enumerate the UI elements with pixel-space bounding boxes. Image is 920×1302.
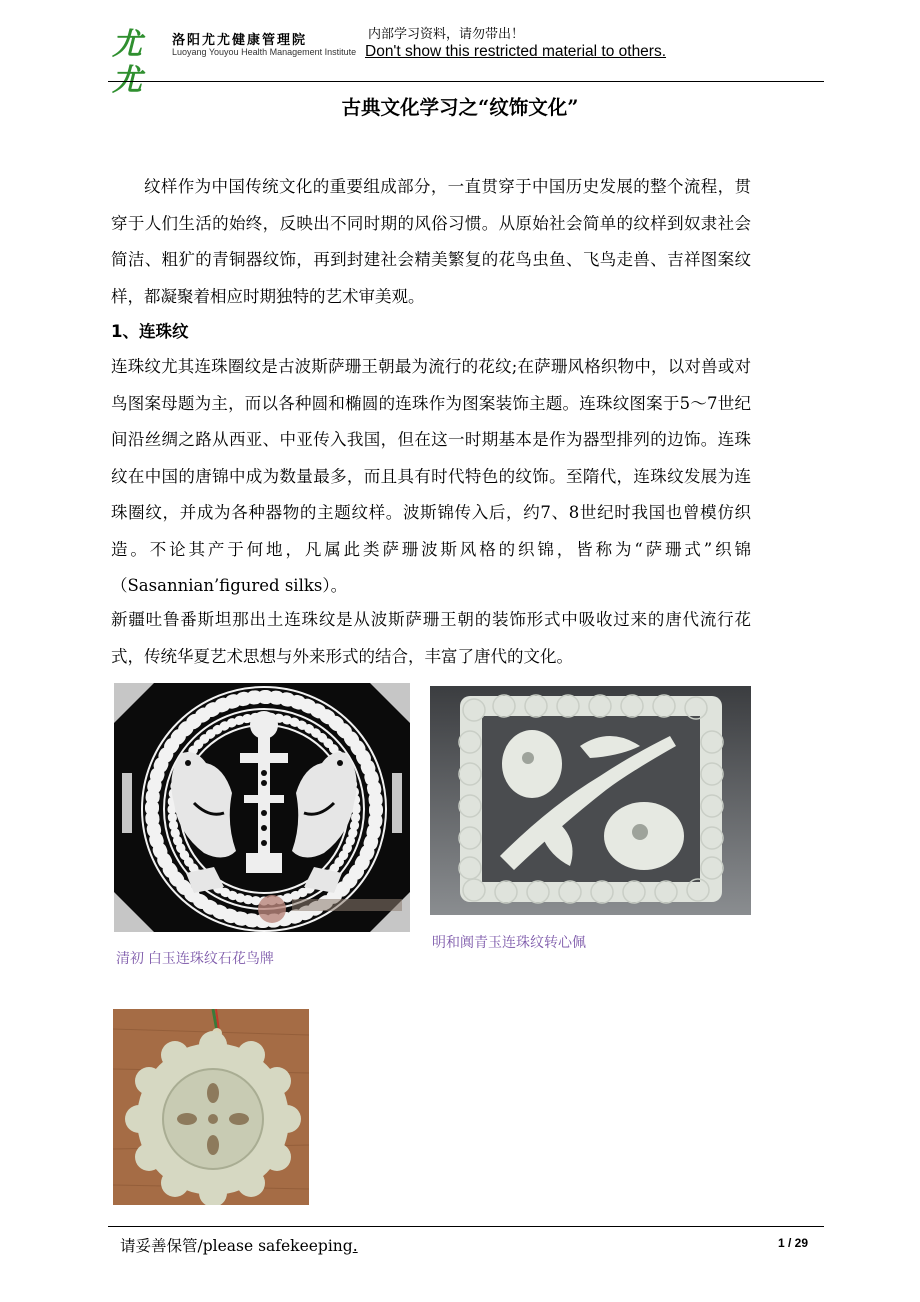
section-body-paragraph: 连珠纹尤其连珠圈纹是古波斯萨珊王朝最为流行的花纹;在萨珊风格织物中，以对兽或对鸟图案母题为主，而以各种圆和椭圆的连珠作为图案装饰主题。连珠纹图案于5～7世纪间沿丝绸之路从西亚、中亚传入我国，但在这一时期基本是作为器型排列的边饰。连珠纹在中国的唐锦中成为数量最多，而且具有时代特色的纹饰。至隋代，连珠纹发展为连珠圈纹，并成为各种器物的主题纹样。波斯锦传入后，约7、8世纪时我国也曾模仿织造。不论其产于何地，凡属此类萨珊波斯风格的织锦，皆称为“萨珊式”织锦（Sasannian’figured silks）。 (111, 357, 751, 595)
header-notice-en: Don't show this restricted material to others. (365, 43, 667, 60)
section-heading: 1、连珠纹 (111, 322, 189, 341)
page-number: 1 / 29 (778, 1236, 809, 1250)
section-body-paragraph-2: 新疆吐鲁番斯坦那出土连珠纹是从波斯萨珊王朝的装饰形式中吸收过来的唐代流行花式，传统华夏艺术思想与外来形式的结合，丰富了唐代的文化。 (111, 610, 751, 666)
logo-english-name: Luoyang Youyou Health Management Institute (172, 47, 357, 57)
jade-pendant-illustration (113, 1009, 309, 1205)
logo-mark: 尤尤 (112, 27, 139, 98)
institute-logo (112, 27, 357, 98)
header-divider (108, 81, 824, 82)
footer-note-mark: . (352, 1237, 358, 1255)
image-caption-1: 清初 白玉连珠纹石花鸟牌 (116, 950, 274, 966)
jade-plaque-image (430, 686, 751, 915)
page-title: 古典文化学习之“纹饰文化” (341, 96, 579, 119)
jade-pendant-image (113, 1009, 309, 1205)
intro-paragraph: 纹样作为中国传统文化的重要组成部分，一直贯穿于中国历史发展的整个流程，贯穿于人们生活的始终，反映出不同时期的风俗习惯。从原始社会简单的纹样到奴隶社会简洁、粗犷的青铜器纹饰，再到封建社会精美繁复的花鸟虫鱼、飞鸟走兽、吉祥图案纹样，都凝聚着相应时期独特的艺术审美观。 (111, 177, 751, 306)
pearl-roundel-textile-image (114, 683, 410, 932)
footer-note (120, 1234, 358, 1256)
header-notice-cn: 内部学习资料，请勿带出！ (368, 27, 525, 42)
footer-note-text: 请妥善保管/please safekeeping (120, 1237, 353, 1255)
image-caption-2: 明和阗青玉连珠纹转心佩 (432, 934, 586, 950)
logo-chinese-name: 洛阳尤尤健康管理院 (172, 33, 308, 48)
footer-divider (108, 1226, 824, 1227)
textile-pattern-illustration (114, 683, 410, 932)
jade-plaque-illustration (430, 686, 751, 915)
